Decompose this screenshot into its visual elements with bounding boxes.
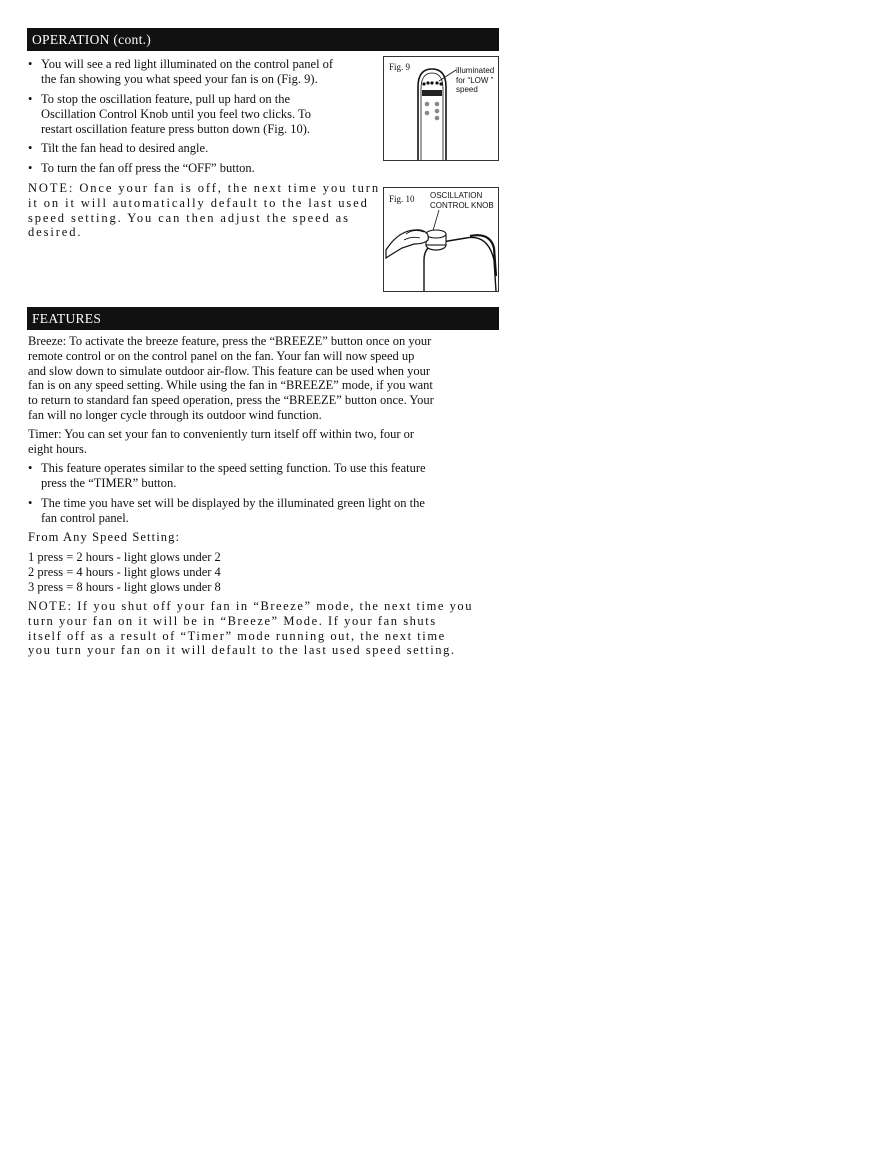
figure-9-label: Fig. 9 <box>389 62 411 72</box>
from-any-speed-heading: From Any Speed Setting: <box>28 530 181 544</box>
callout-line: for “LOW ” <box>456 75 494 85</box>
note-line: desired. <box>28 225 83 240</box>
operation-bullet-4: • To turn the fan off press the “OFF” button. <box>28 161 378 176</box>
breeze-line: to return to standard fan speed operation, press the “BREEZE” button once. Your <box>28 393 434 408</box>
operation-note <box>28 181 383 240</box>
press-line: 3 press = 8 hours - light glows under 8 <box>28 579 221 594</box>
operation-header-text: OPERATION (cont.) <box>32 32 152 47</box>
note-line: itself off as a result of “Timer” mode running out, the next time <box>28 628 446 643</box>
figure-10 <box>383 187 499 292</box>
breeze-line: fan is on any speed setting. While using the fan in “BREEZE” mode, if you want <box>28 378 433 393</box>
callout-line: CONTROL KNOB <box>430 200 494 210</box>
bullet-line: This feature operates similar to the speed setting function. To use this feature <box>41 461 426 475</box>
breeze-paragraph <box>28 334 500 423</box>
timer-press-list <box>28 550 328 594</box>
note-line: NOTE: If you shut off your fan in “Breeze” mode, the next time you <box>28 599 474 613</box>
timer-paragraph <box>28 427 500 457</box>
bullet-line: Oscillation Control Knob until you feel two clicks. To <box>41 106 312 121</box>
breeze-line: Breeze: To activate the breeze feature, press the “BREEZE” button once on your <box>28 334 432 348</box>
bullet-line: fan control panel. <box>41 510 129 525</box>
callout-line: speed <box>456 85 478 94</box>
control-panel-illustration <box>384 57 498 160</box>
callout-line: illuminated <box>456 66 495 75</box>
breeze-line: remote control or on the control panel on the fan. Your fan will now speed up <box>28 348 415 363</box>
features-section-header <box>27 307 499 330</box>
breeze-line: and slow down to simulate outdoor air-flow. This feature can be used when your <box>28 363 431 378</box>
operation-bullet-2: • To stop the oscillation feature, pull up hard on the Oscillation Control Knob until you feel two clicks. To restart oscillation feature press button down (Fig. 10). <box>28 92 378 136</box>
oscillation-knob-illustration <box>384 188 498 291</box>
timer-line: Timer: You can set your fan to conveniently turn itself off within two, four or <box>28 427 415 441</box>
note-line: it on it will automatically default to the last used <box>28 195 369 210</box>
note-line: speed setting. You can then adjust the speed as <box>28 210 350 225</box>
figure-9 <box>383 56 499 161</box>
bullet-line: To turn the fan off press the “OFF” button. <box>41 161 255 175</box>
note-line: turn your fan on it will be in “Breeze” Mode. If your fan shuts <box>28 613 437 628</box>
operation-bullet-3: • Tilt the fan head to desired angle. <box>28 141 378 156</box>
note-line: you turn your fan on it will default to the last used speed setting. <box>28 643 456 658</box>
bullet-line: You will see a red light illuminated on the control panel of <box>41 57 334 71</box>
press-line: 1 press = 2 hours - light glows under 2 <box>28 550 221 564</box>
bullet-line: To stop the oscillation feature, pull up hard on the <box>41 92 291 106</box>
operation-bullet-1: • You will see a red light illuminated on the control panel of the fan showing you what speed your fan is on (Fig. 9). <box>28 57 378 87</box>
note-line: NOTE: Once your fan is off, the next time you turn <box>28 181 381 195</box>
features-bullet-2: • The time you have set will be displayed by the illuminated green light on the fan control panel. <box>28 496 500 526</box>
bullet-line: Tilt the fan head to desired angle. <box>41 141 209 155</box>
press-line: 2 press = 4 hours - light glows under 4 <box>28 564 221 579</box>
bullet-line: the fan showing you what speed your fan is on (Fig. 9). <box>41 71 318 86</box>
callout-line: OSCILLATION <box>430 191 483 200</box>
figure-10-label: Fig. 10 <box>389 194 415 204</box>
breeze-line: fan will no longer cycle through its outdoor wind function. <box>28 407 322 422</box>
bullet-line: restart oscillation feature press button down (Fig. 10). <box>41 121 311 136</box>
features-header-text: FEATURES <box>32 311 102 326</box>
bullet-line: The time you have set will be displayed by the illuminated green light on the <box>41 496 425 510</box>
bullet-line: press the “TIMER” button. <box>41 475 177 490</box>
features-bullet-1: • This feature operates similar to the speed setting function. To use this feature press the “TIMER” button. <box>28 461 500 491</box>
operation-section-header <box>27 28 499 51</box>
timer-line: eight hours. <box>28 441 88 456</box>
features-note <box>28 599 503 658</box>
